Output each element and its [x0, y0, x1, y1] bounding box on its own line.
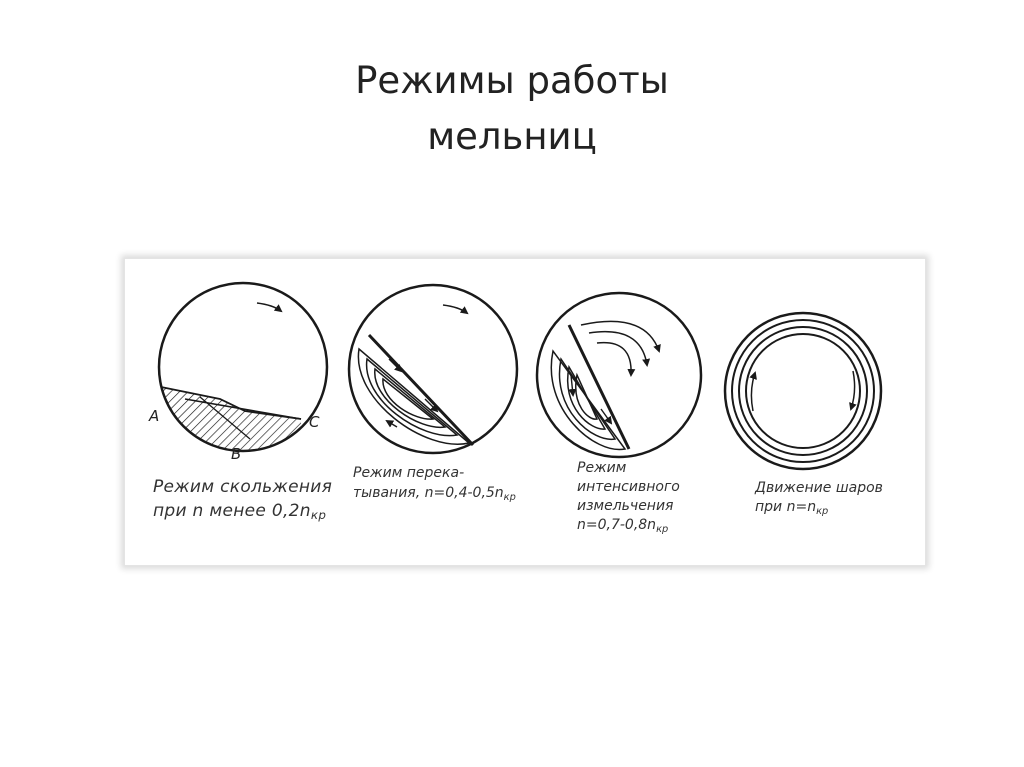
caption-text: тывания, n=0,4-0,5n [353, 485, 504, 501]
caption-line: измельчения [577, 498, 674, 514]
caption-line: интенсивного [577, 479, 680, 495]
caption-line [153, 499, 332, 527]
caption-text: n=0,7-0,8n [577, 517, 657, 533]
caption-subscript: кр [656, 524, 669, 535]
centrifugal-mode-caption [755, 479, 883, 521]
caption-subscript: кр [310, 508, 327, 522]
point-b-label: B [231, 445, 242, 463]
caption-subscript: кр [503, 492, 516, 503]
caption-subscript: кр [816, 506, 829, 517]
intensive-grinding-diagram [537, 293, 701, 457]
point-a-label: A [149, 407, 160, 425]
caption-text: при n менее 0,2n [153, 501, 311, 521]
sliding-mode-diagram [159, 283, 327, 489]
caption-line [755, 498, 883, 521]
slide-title-line2: мельниц [427, 114, 597, 158]
caption-line: Режим перека- [353, 465, 465, 481]
point-c-label: C [309, 413, 320, 431]
caption-line [353, 483, 516, 508]
slide-title-line1: Режимы работы [355, 58, 669, 102]
sliding-mode-caption [153, 475, 332, 527]
caption-text: при n=n [755, 499, 817, 515]
cascading-mode-caption [353, 463, 516, 508]
slide-title [0, 53, 1024, 165]
mill-modes-figure [124, 258, 926, 566]
intensive-grinding-caption [577, 459, 680, 539]
centrifugal-mode-diagram [725, 313, 881, 469]
caption-line: Режим скольжения [153, 477, 333, 497]
caption-line [577, 516, 680, 539]
caption-line: Режим [577, 460, 627, 476]
cascading-mode-diagram [349, 285, 517, 453]
caption-line: Движение шаров [755, 480, 883, 496]
